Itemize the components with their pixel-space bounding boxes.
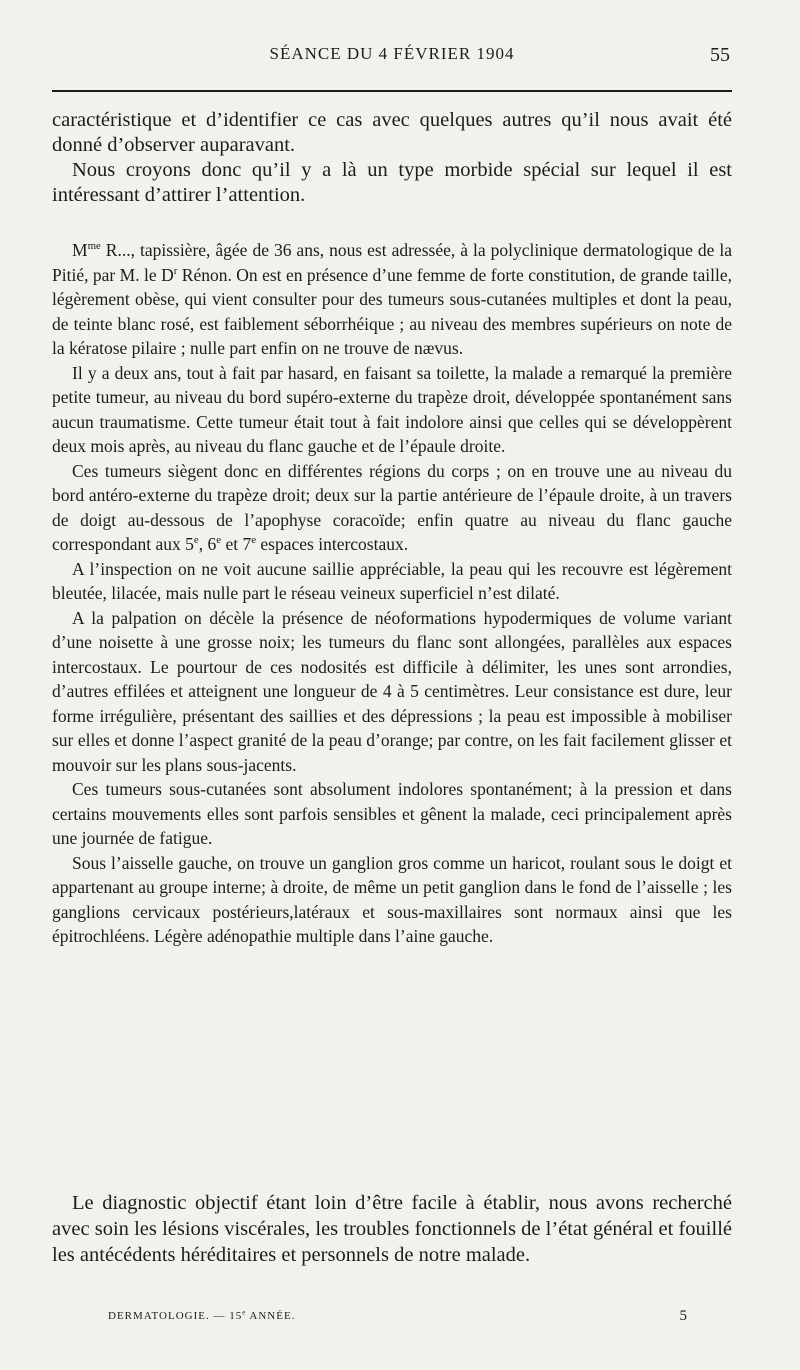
intro-sup2: r	[173, 264, 178, 277]
lead-text	[52, 108, 732, 208]
locations-text: et 7	[221, 534, 252, 554]
case-paragraph: A l’inspection on ne voit aucune saillie appréciable, la peau qui les recouvre est légèrement bleutée, lilacée, mais nulle part le réseau veineux superficiel n’est dilaté.	[52, 558, 732, 603]
case-paragraph-locations	[52, 459, 732, 557]
case-paragraph-intro	[52, 238, 732, 361]
lead-paragraph: Nous croyons donc qu’il y a là un type morbide spécial sur lequel il est intéressant d’attirer l’attention.	[52, 159, 732, 206]
case-paragraph: Ces tumeurs sous-cutanées sont absolument indolores spontanément; à la pression et dans certains mouvements elles sont parfois sensibles et gênent la malade, ceci principalement après une journée de fatigue.	[52, 779, 732, 848]
header-title: SÉANCE DU 4 FÉVRIER 1904	[269, 44, 515, 63]
case-report	[52, 238, 732, 949]
case-paragraph: Sous l’aisselle gauche, on trouve un ganglion gros comme un haricot, roulant sous le doigt et appartenant au groupe interne; à droite, de même un petit ganglion dans le fond de l’aisselle ; les ganglions cervicaux postérieurs,latéraux et sous-maxillaires sont normaux ainsi que les épitrochléens. Légère adénopathie multiple dans l’aine gauche.	[52, 852, 732, 946]
intro-rest: Rénon. On est en présence d’une femme de forte constitution, de grande taille, légèrement obèse, qui vient consulter pour des tumeurs sous-cutanées multiples et dont la peau, de teinte blanc rosé, est faiblement séborrhéique ; au niveau des membres supérieurs on note de la kératose pilaire ; nulle part enfin on ne trouve de nævus.	[52, 264, 732, 358]
closing-paragraph: Le diagnostic objectif étant loin d’être facile à établir, nous avons recherché avec soin les lésions viscérales, les troubles fonctionnels de l’état général et fouillé les antécédents héréditaires et personnels de notre malade.	[52, 1192, 732, 1266]
page-footer	[108, 1310, 688, 1330]
lead-paragraph: caractéristique et d’identifier ce cas avec quelques autres qu’il nous avait été donné d’observer auparavant.	[52, 109, 732, 156]
locations-text: Ces tumeurs siègent donc en différentes régions du corps ; on en trouve une au niveau du bord antéro-externe du trapèze droit; deux sur la partie antérieure de l’épaule droite, à un travers de doigt au-dessous de l’apophyse coracoïde; enfin quatre au niveau du flanc gauche correspondant aux 5	[52, 460, 732, 554]
header-rule	[52, 90, 732, 92]
case-paragraph: Il y a deux ans, tout à fait par hasard, en faisant sa toilette, la malade a remarqué la première petite tumeur, au niveau du bord supéro-externe du trapèze droit, développée spontanément sans aucun traumatisme. Cette tumeur était tout à fait indolore ainsi que celles qui se développèrent deux mois après, au niveau du flanc gauche et de l’épaule droite.	[52, 362, 732, 456]
locations-text: , 6	[198, 534, 217, 554]
intro-name: R..., tapissière, âgée de 36 ans, nous est adressée, à la polyclinique dermatologique de la Pitié, par M. le D	[52, 240, 732, 285]
closing-text	[52, 1190, 732, 1268]
case-paragraph: A la palpation on décèle la présence de néoformations hypodermiques de volume variant d’une noisette à une grosse noix; les tumeurs du flanc sont allongées, parallèles aux espaces intercostaux. Le pourtour de ces nodosités est difficile à délimiter, les unes sont arrondies, d’autres effilées et atteignent une longueur de 4 à 5 centimètres. Leur consistance est dure, leur forme irrégulière, présentant des saillies et des dépressions ; la peau est impossible à mobiliser sur elles et donne l’aspect granité de la peau d’orange; par contre, on les fait facilement glisser et mouvoir sur les plans sous-jacents.	[52, 607, 732, 775]
ordinal-sup: e	[251, 534, 257, 547]
page-number: 55	[710, 44, 730, 66]
footer-journal	[108, 1310, 295, 1322]
footer-journal-end: ANNÉE.	[246, 1310, 296, 1322]
running-header	[52, 44, 732, 74]
locations-text: espaces intercostaux.	[256, 534, 409, 554]
ordinal-sup: e	[216, 534, 222, 547]
ordinal-sup: e	[193, 534, 199, 547]
footer-sup: e	[242, 1309, 247, 1317]
footer-journal-text: DERMATOLOGIE. — 15	[108, 1310, 243, 1322]
intro-prefix: M	[72, 240, 88, 260]
signature-mark: 5	[679, 1308, 688, 1324]
intro-sup: me	[87, 240, 101, 253]
